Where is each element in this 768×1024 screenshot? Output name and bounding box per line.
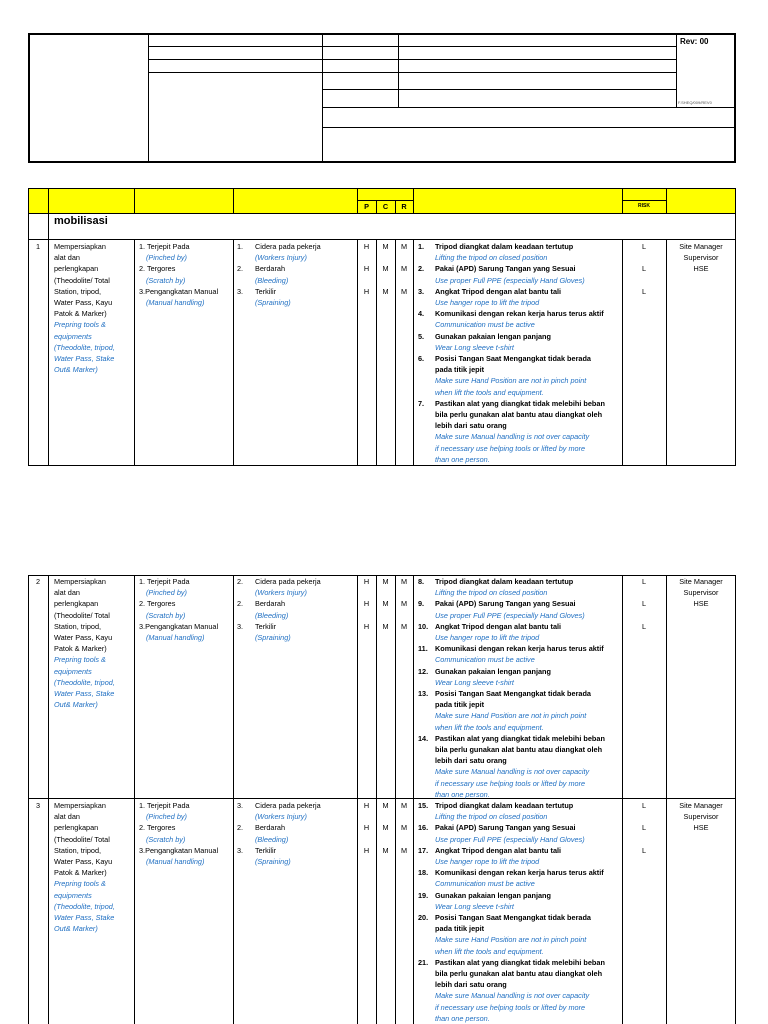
hazard-text-en: (Pinched by) xyxy=(146,253,187,263)
col-line xyxy=(134,575,135,1024)
control-text: pada titik jepit xyxy=(435,700,485,710)
control-text-en: Wear Long sleeve t-shirt xyxy=(435,677,514,687)
control-text-en: Make sure Manual handling is not over capacity xyxy=(435,767,590,777)
activity-text: perlengkapan xyxy=(54,599,99,609)
control-text: Pakai (APD) Sarung Tangan yang Sesuai xyxy=(435,599,576,609)
risk-number: 3. xyxy=(237,286,244,296)
activity-text: Mempersiapkan xyxy=(54,577,106,586)
control-number: 11. xyxy=(418,644,428,654)
activity-text: alat dan xyxy=(54,812,80,822)
control-text: Angkat Tripod dengan alat bantu tali xyxy=(435,845,562,855)
control-number: 8. xyxy=(418,577,425,586)
control-text: Gunakan pakaian lengan panjang xyxy=(435,890,551,900)
hazard-text-en: (Manual handling) xyxy=(146,298,205,307)
control-text: Angkat Tripod dengan alat bantu tali xyxy=(435,621,562,631)
residual-risk-value: L xyxy=(641,286,647,296)
control-text-en: Communication must be active xyxy=(435,655,535,665)
pcr-value: M xyxy=(382,599,389,609)
control-number: 17. xyxy=(418,845,429,855)
activity-text: Station, tripod, xyxy=(54,845,102,855)
header-divider xyxy=(322,34,323,162)
col-line xyxy=(233,239,234,466)
control-text: Posisi Tangan Saat Mengangkat tidak berada xyxy=(435,913,591,922)
header-divider xyxy=(676,34,677,107)
pcr-value: M xyxy=(382,801,389,810)
activity-text: (Theodolite/ Total xyxy=(54,610,110,620)
control-text: Posisi Tangan Saat Mengangkat tidak berada xyxy=(435,689,591,698)
revision-label: Rev: 00 xyxy=(680,37,709,46)
pcr-value: M xyxy=(400,242,408,251)
control-text-en: Make sure Manual handling is not over capacity xyxy=(435,991,590,1001)
risk-number: 2. xyxy=(237,577,244,586)
control-text-en: if necessary use helping tools or lifted by more xyxy=(435,1002,586,1012)
activity-text: Water Pass, Kayu xyxy=(54,633,113,642)
risk-text-en: (Bleeding) xyxy=(255,275,289,285)
control-number: 2. xyxy=(418,264,425,274)
pcr-value: M xyxy=(382,823,389,833)
risk-number: 2. xyxy=(237,823,244,833)
control-text-en: Use hanger rope to lift the tripod xyxy=(435,298,540,307)
control-number: 3. xyxy=(418,286,425,296)
risk-text: Terkilir xyxy=(255,845,277,855)
pcr-value: M xyxy=(382,242,389,251)
pcr-value: M xyxy=(382,621,389,631)
control-text-en: Lifting the tripod on closed position xyxy=(435,588,548,598)
pcr-value: H xyxy=(363,264,370,274)
control-text: pada titik jepit xyxy=(435,365,485,375)
risk-text-en: (Workers Injury) xyxy=(255,588,307,598)
control-text-en: Communication must be active xyxy=(435,879,535,889)
control-text-en: Make sure Hand Position are not in pinch point xyxy=(435,376,587,386)
control-text: lebih dari satu orang xyxy=(435,421,507,431)
control-number: 4. xyxy=(418,309,425,319)
control-text-en: Wear Long sleeve t-shirt xyxy=(435,901,514,911)
hazard-text: 1. Terjepit Pada xyxy=(139,801,190,810)
control-number: 7. xyxy=(418,398,425,408)
row-number: 2 xyxy=(36,577,41,586)
risk-text-en: (Spraining) xyxy=(255,857,291,866)
person-in-charge: Site Manager xyxy=(679,577,723,586)
p-column-header: P xyxy=(364,202,369,211)
header-divider xyxy=(148,59,676,60)
control-number: 13. xyxy=(418,689,429,698)
control-text-en: Make sure Manual handling is not over capacity xyxy=(435,432,590,442)
activity-text: perlengkapan xyxy=(54,264,99,274)
control-text: lebih dari satu orang xyxy=(435,980,507,990)
control-text-en: Make sure Hand Position are not in pinch point xyxy=(435,711,587,721)
control-text: Tripod diangkat dalam keadaan tertutup xyxy=(435,801,574,810)
header-divider xyxy=(322,72,676,73)
pcr-value: M xyxy=(382,286,389,296)
activity-text-en: Prepring tools & xyxy=(54,879,106,889)
residual-risk-value: L xyxy=(641,242,647,251)
risk-text-en: (Spraining) xyxy=(255,633,291,642)
person-in-charge: HSE xyxy=(693,599,709,609)
control-text: bila perlu gunakan alat bantu atau diangkat oleh xyxy=(435,969,603,978)
risk-column-header: RISK xyxy=(638,203,650,209)
control-number: 5. xyxy=(418,331,425,341)
control-number: 14. xyxy=(418,733,429,743)
activity-text-en: Water Pass, Stake xyxy=(54,913,115,922)
control-text-en: than one person. xyxy=(435,789,490,799)
control-number: 18. xyxy=(418,868,429,878)
control-text-en: if necessary use helping tools or lifted by more xyxy=(435,778,586,788)
activity-text: alat dan xyxy=(54,588,80,598)
header-divider xyxy=(398,34,399,107)
r-column-header: R xyxy=(401,202,407,211)
risk-text-en: (Spraining) xyxy=(255,298,291,307)
activity-text-en: equipments xyxy=(54,331,92,341)
activity-text: (Theodolite/ Total xyxy=(54,834,110,844)
control-text: lebih dari satu orang xyxy=(435,756,507,766)
control-text: Pastikan alat yang diangkat tidak melebihi beban xyxy=(435,957,605,967)
control-number: 12. xyxy=(418,666,429,676)
residual-risk-value: L xyxy=(641,577,647,586)
risk-text: Terkilir xyxy=(255,621,277,631)
risk-number: 1. xyxy=(237,242,244,251)
person-in-charge: Supervisor xyxy=(683,253,719,263)
hazard-text-en: (Manual handling) xyxy=(146,857,205,866)
control-text: Gunakan pakaian lengan panjang xyxy=(435,331,551,341)
pcr-value: M xyxy=(400,264,408,274)
activity-text-en: equipments xyxy=(54,666,92,676)
control-text-en: Use proper Full PPE (especially Hand Gloves) xyxy=(435,275,585,285)
control-text: Komunikasi dengan rekan kerja harus terus aktif xyxy=(435,644,604,654)
person-in-charge: Supervisor xyxy=(683,812,719,822)
risk-text-en: (Workers Injury) xyxy=(255,253,307,263)
control-text: pada titik jepit xyxy=(435,924,485,934)
pcr-value: M xyxy=(400,845,408,855)
person-in-charge: HSE xyxy=(693,823,709,833)
pcr-value: H xyxy=(363,801,370,810)
header-divider xyxy=(148,34,149,162)
col-line xyxy=(395,200,396,213)
control-number: 1. xyxy=(418,242,425,251)
header-divider xyxy=(322,127,735,128)
col-line xyxy=(413,575,414,1024)
hazard-text: 3.Pengangkatan Manual xyxy=(139,621,219,631)
control-text: Komunikasi dengan rekan kerja harus terus aktif xyxy=(435,309,604,319)
activity-text-en: Out& Marker) xyxy=(54,365,98,375)
row-number: 1 xyxy=(36,242,41,251)
hazard-text: 1. Terjepit Pada xyxy=(139,242,190,251)
pcr-value: H xyxy=(363,577,370,586)
col-line xyxy=(134,239,135,466)
row-number: 3 xyxy=(36,801,41,810)
control-text: Pastikan alat yang diangkat tidak melebihi beban xyxy=(435,733,605,743)
control-text-en: Use hanger rope to lift the tripod xyxy=(435,857,540,866)
control-text: Gunakan pakaian lengan panjang xyxy=(435,666,551,676)
pcr-value: M xyxy=(400,823,408,833)
activity-text-en: Water Pass, Stake xyxy=(54,689,115,698)
pcr-value: H xyxy=(363,286,370,296)
col-line xyxy=(622,188,623,213)
control-text-en: Lifting the tripod on closed position xyxy=(435,812,548,822)
activity-text: Patok & Marker) xyxy=(54,309,107,319)
risk-number: 2. xyxy=(237,599,244,609)
control-text: Komunikasi dengan rekan kerja harus terus aktif xyxy=(435,868,604,878)
activity-text-en: Prepring tools & xyxy=(54,320,106,330)
control-text: Angkat Tripod dengan alat bantu tali xyxy=(435,286,562,296)
header-row-divider xyxy=(28,213,736,214)
hazard-text-en: (Pinched by) xyxy=(146,812,187,822)
hazard-text: 3.Pengangkatan Manual xyxy=(139,845,219,855)
risk-number: 3. xyxy=(237,621,244,631)
risk-text: Terkilir xyxy=(255,286,277,296)
person-in-charge: Site Manager xyxy=(679,801,723,810)
residual-risk-value: L xyxy=(641,845,647,855)
pcr-value: M xyxy=(382,577,389,586)
activity-text-en: Out& Marker) xyxy=(54,924,98,934)
control-text: Tripod diangkat dalam keadaan tertutup xyxy=(435,242,574,251)
control-text-en: Communication must be active xyxy=(435,320,535,330)
pcr-value: H xyxy=(363,242,370,251)
person-in-charge: HSE xyxy=(693,264,709,274)
hazard-text-en: (Manual handling) xyxy=(146,633,205,642)
control-text: Pakai (APD) Sarung Tangan yang Sesuai xyxy=(435,264,576,274)
control-text-en: when lift the tools and equipment. xyxy=(435,946,544,956)
control-text: bila perlu gunakan alat bantu atau diangkat oleh xyxy=(435,410,603,419)
control-text-en: Use hanger rope to lift the tripod xyxy=(435,633,540,642)
control-text: Pakai (APD) Sarung Tangan yang Sesuai xyxy=(435,823,576,833)
activity-text: Patok & Marker) xyxy=(54,644,107,654)
col-line xyxy=(134,188,135,213)
hazard-text: 3.Pengangkatan Manual xyxy=(139,286,219,296)
activity-text-en: Out& Marker) xyxy=(54,700,98,710)
residual-risk-value: L xyxy=(641,264,647,274)
hazard-text: 2. Tergores xyxy=(139,823,176,833)
activity-text-en: (Theodolite, tripod, xyxy=(54,342,115,352)
activity-text: (Theodolite/ Total xyxy=(54,275,110,285)
risk-number: 3. xyxy=(237,845,244,855)
risk-text: Cidera pada pekerja xyxy=(255,242,321,251)
control-number: 19. xyxy=(418,890,429,900)
col-line xyxy=(666,188,667,213)
activity-text: Patok & Marker) xyxy=(54,868,107,878)
person-in-charge: Supervisor xyxy=(683,588,719,598)
control-text-en: when lift the tools and equipment. xyxy=(435,387,544,397)
activity-text: Water Pass, Kayu xyxy=(54,857,113,866)
document-header-box xyxy=(28,33,736,163)
activity-text-en: equipments xyxy=(54,890,92,900)
pcr-value: M xyxy=(400,599,408,609)
control-text-en: Use proper Full PPE (especially Hand Gloves) xyxy=(435,834,585,844)
col-line xyxy=(48,575,49,1024)
risk-text: Berdarah xyxy=(255,823,286,833)
hazard-text-en: (Scratch by) xyxy=(146,834,186,844)
control-number: 20. xyxy=(418,913,429,922)
pcr-value: M xyxy=(382,264,389,274)
activity-text-en: (Theodolite, tripod, xyxy=(54,901,115,911)
control-text-en: Make sure Hand Position are not in pinch point xyxy=(435,935,587,945)
residual-risk-value: L xyxy=(641,621,647,631)
pcr-value: M xyxy=(400,286,408,296)
activity-text-en: Prepring tools & xyxy=(54,655,106,665)
activity-text: Station, tripod, xyxy=(54,286,102,296)
residual-risk-value: L xyxy=(641,801,647,810)
pcr-value: H xyxy=(363,823,370,833)
control-text-en: than one person. xyxy=(435,1013,490,1023)
control-text: Pastikan alat yang diangkat tidak melebihi beban xyxy=(435,398,605,408)
control-number: 21. xyxy=(418,957,429,967)
header-divider xyxy=(322,107,735,108)
header-divider xyxy=(148,46,676,47)
hazard-text-en: (Scratch by) xyxy=(146,610,186,620)
residual-risk-value: L xyxy=(641,599,647,609)
pcr-value: H xyxy=(363,845,370,855)
activity-text: Mempersiapkan xyxy=(54,801,106,810)
residual-risk-value: L xyxy=(641,823,647,833)
control-number: 10. xyxy=(418,621,429,631)
pcr-value: M xyxy=(400,801,408,810)
control-number: 15. xyxy=(418,801,429,810)
control-text-en: Use proper Full PPE (especially Hand Gloves) xyxy=(435,610,585,620)
activity-text: Mempersiapkan xyxy=(54,242,106,251)
col-line xyxy=(48,188,49,466)
hazard-text: 2. Tergores xyxy=(139,599,176,609)
risk-number: 3. xyxy=(237,801,244,810)
activity-text-en: (Theodolite, tripod, xyxy=(54,677,115,687)
risk-text-en: (Workers Injury) xyxy=(255,812,307,822)
control-text-en: when lift the tools and equipment. xyxy=(435,722,544,732)
risk-text-en: (Bleeding) xyxy=(255,610,289,620)
col-line xyxy=(413,188,414,213)
risk-text: Cidera pada pekerja xyxy=(255,801,321,810)
risk-text: Berdarah xyxy=(255,264,286,274)
activity-text: Water Pass, Kayu xyxy=(54,298,113,307)
control-text-en: Lifting the tripod on closed position xyxy=(435,253,548,263)
pcr-value: M xyxy=(400,577,408,586)
pcr-value: M xyxy=(400,621,408,631)
c-column-header: C xyxy=(382,202,389,211)
col-line xyxy=(413,239,414,466)
activity-text: alat dan xyxy=(54,253,80,263)
risk-text: Cidera pada pekerja xyxy=(255,577,321,586)
control-text: Tripod diangkat dalam keadaan tertutup xyxy=(435,577,574,586)
col-line xyxy=(233,575,234,1024)
control-text-en: if necessary use helping tools or lifted by more xyxy=(435,443,586,453)
control-number: 16. xyxy=(418,823,429,833)
col-line xyxy=(376,200,377,213)
hazard-text: 1. Terjepit Pada xyxy=(139,577,190,586)
control-text-en: than one person. xyxy=(435,454,490,464)
risk-text-en: (Bleeding) xyxy=(255,834,289,844)
risk-number: 2. xyxy=(237,264,244,274)
hazard-text: 2. Tergores xyxy=(139,264,176,274)
activity-text: perlengkapan xyxy=(54,823,99,833)
hazard-text-en: (Pinched by) xyxy=(146,588,187,598)
control-text: Posisi Tangan Saat Mengangkat tidak berada xyxy=(435,354,591,363)
control-text: bila perlu gunakan alat bantu atau diangkat oleh xyxy=(435,745,603,754)
activity-text: Station, tripod, xyxy=(54,621,102,631)
pcr-value: H xyxy=(363,599,370,609)
header-divider xyxy=(322,89,676,90)
col-line xyxy=(233,188,234,213)
header-divider xyxy=(148,72,322,73)
person-in-charge: Site Manager xyxy=(679,242,723,251)
col-line xyxy=(357,188,358,213)
risk-text: Berdarah xyxy=(255,599,286,609)
control-text-en: Wear Long sleeve t-shirt xyxy=(435,342,514,352)
pcr-value: M xyxy=(382,845,389,855)
control-number: 9. xyxy=(418,599,425,609)
control-number: 6. xyxy=(418,354,425,363)
activity-text-en: Water Pass, Stake xyxy=(54,354,115,363)
hazard-text-en: (Scratch by) xyxy=(146,275,186,285)
section-title: mobilisasi xyxy=(54,215,108,227)
document-code: F.SHEQ/009/REV0 xyxy=(678,100,712,105)
pcr-value: H xyxy=(363,621,370,631)
